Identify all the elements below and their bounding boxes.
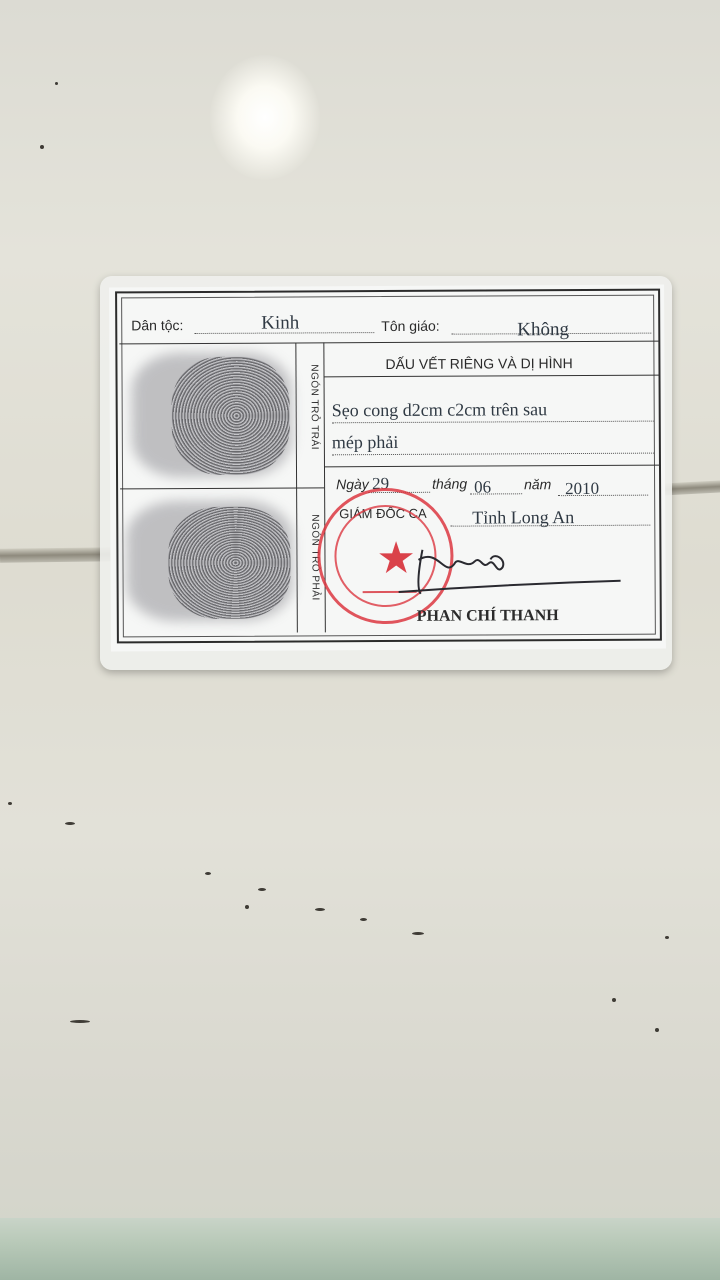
day-value: 29	[372, 473, 390, 494]
id-card-back	[109, 285, 666, 652]
month-label: tháng	[432, 475, 468, 492]
dirt-speck	[665, 936, 669, 939]
province-value: Tỉnh Long An	[472, 507, 575, 528]
dirt-speck	[65, 822, 75, 825]
handwritten-signature	[378, 529, 628, 610]
marks-line2: mép phải	[331, 431, 399, 453]
day-label: Ngày	[336, 476, 369, 493]
dirt-speck	[315, 908, 325, 911]
left-index-fingerprint	[171, 357, 290, 476]
dirt-speck	[55, 82, 58, 85]
year-value: 2010	[565, 478, 600, 499]
religion-label: Tôn giáo:	[381, 317, 440, 335]
ethnicity-value: Kinh	[261, 312, 300, 334]
marks-header: DẤU VẾT RIÊNG VÀ DỊ HÌNH	[385, 355, 573, 373]
month-value: 06	[474, 477, 492, 497]
dirt-speck	[612, 998, 616, 1002]
left-finger-label: NGÓN TRỎ TRÁI	[308, 364, 320, 451]
signer-name: PHAN CHÍ THANH	[416, 607, 559, 625]
dirt-speck	[70, 1020, 90, 1023]
dirt-speck	[8, 802, 12, 805]
right-finger-label: NGÓN TRỎ PHẢI	[309, 514, 321, 601]
right-index-fingerprint	[168, 507, 291, 620]
light-glare	[210, 55, 320, 180]
dirt-speck	[360, 918, 367, 921]
dirt-speck	[655, 1028, 659, 1032]
fabric-edge	[0, 1218, 720, 1280]
marks-line1: Sẹo cong d2cm c2cm trên sau	[331, 399, 548, 421]
dirt-speck	[258, 888, 266, 891]
year-label: năm	[524, 476, 552, 493]
seal-star-icon: ★	[376, 533, 417, 584]
wall-crack	[0, 547, 115, 563]
ethnicity-label: Dân tộc:	[131, 317, 184, 334]
dirt-speck	[412, 932, 424, 935]
dirt-speck	[245, 905, 249, 909]
religion-value: Không	[517, 319, 570, 341]
dirt-speck	[205, 872, 211, 875]
director-label: GIÁM ĐỐC CA	[339, 505, 427, 522]
dirt-speck	[40, 145, 44, 149]
